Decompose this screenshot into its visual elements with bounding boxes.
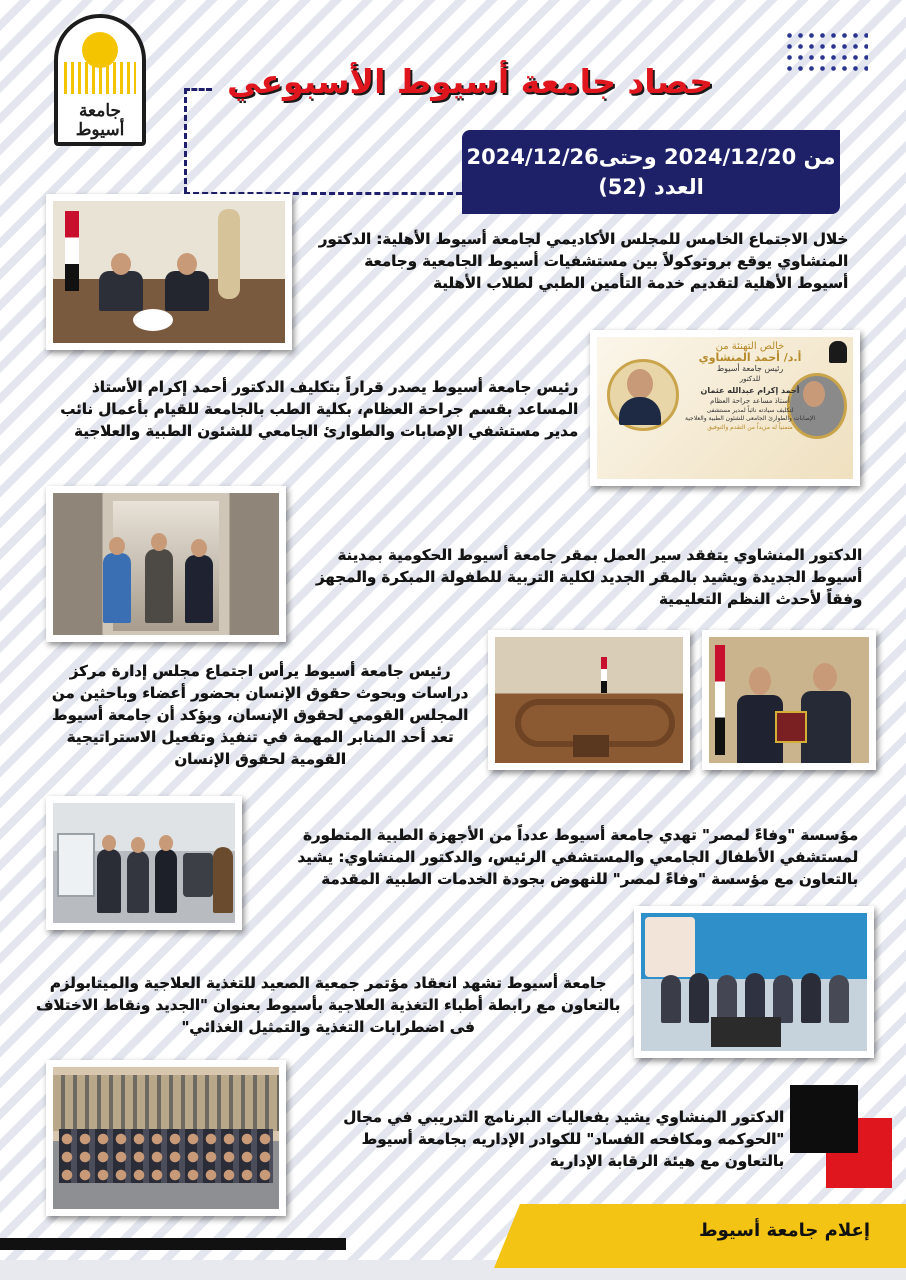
- news-photo-center-meeting: [488, 630, 690, 770]
- card-sender: أ.د/ أحمد المنشاوي: [698, 351, 802, 364]
- card-sender-title: رئيس جامعة أسيوط: [716, 364, 784, 373]
- university-logo: [54, 14, 146, 146]
- news-item: مؤسسة "وفاءً لمصر" تهدي جامعة أسيوط عدداً من الأجهزة الطبية المتطورة لمستشفي الأطفال الجامعي والمستشفي الرئيس، والدكتور المنشاوي: يشيد بالتعاون مع مؤسسة "وفاءً لمصر" للنهوض بجودة الخدمات الطبية المقدمة: [297, 826, 858, 888]
- bottom-bar: [0, 1238, 346, 1250]
- news-item: رئيس جامعة أسيوط يصدر قراراً بتكليف الدكتور أحمد إكرام الأستاذ المساعد بقسم جراحة العظام، بكلية الطب بالجامعة للقيام بأعمال نائب مدير مستشفي الإصابات والطوارئ الجامعي للشئون الطبية والعلاجية: [60, 378, 578, 440]
- news-item: الدكتور المنشاوي يتفقد سير العمل بمقر جامعة أسيوط الحكومية بمدينة أسيوط الجديدة ويشيد بالمقر الجديد لكلية التربية للطفولة المبكرة والمجهز وفقاً لأحدث النظم التعليمية: [315, 546, 862, 608]
- news-item: الدكتور المنشاوي يشيد بفعاليات البرنامج التدريبي في مجال "الحوكمه ومكافحه الفساد" للكوادر الإداريه بجامعة أسيوط بالتعاون مع هيئة الرقابة الإدارية: [343, 1108, 784, 1170]
- date-box: [462, 130, 840, 214]
- black-square-decoration: [790, 1085, 858, 1153]
- news-photo-inspection: [46, 486, 286, 642]
- issue-number: العدد (52): [598, 175, 704, 199]
- page-title: حصاد جامعة أسيوط الأسبوعي: [227, 62, 713, 101]
- news-item: جامعة أسيوط تشهد انعقاد مؤتمر جمعية الصعيد للتغذية العلاجية والميتابولزم بالتعاون مع رابطة أطباء التغذية العلاجية بأسيوط بعنوان "الجديد ونقاط الاختلاف فى اضطرابات التغذية والتمثيل الغذائي": [35, 974, 621, 1036]
- congratulations-card: [590, 330, 860, 486]
- card-to: للدكتور: [739, 375, 761, 383]
- logo-icon: [829, 341, 847, 363]
- news-item: رئيس جامعة أسيوط يرأس اجتماع مجلس إدارة مركز دراسات وبحوث حقوق الإنسان بحضور أعضاء وباحثين من المجلس القومي لحقوق الإنسان، ويؤكد أن جامعة أسيوط تعد أحد المنابر المهمة في تنفيذ وتفعيل الاستراتيجية القومية لحقوق الإنسان: [51, 662, 469, 768]
- dashed-line: [184, 88, 187, 193]
- logo-text: جامعة أسيوط: [75, 101, 125, 140]
- dot-grid-decoration: [784, 30, 868, 76]
- news-photo-medical-devices: [46, 796, 242, 930]
- card-heading: خالص التهنئة من: [715, 341, 785, 352]
- footer-label: إعلام جامعة أسيوط: [698, 1220, 870, 1241]
- card-wish: متمنياً له مزيداً من التقدم والتوفيق: [707, 424, 793, 431]
- card-line: الإصابات والطوارئ الجامعى للشئون الطبية والعلاجية: [684, 415, 816, 422]
- card-recipient-title: أستاذ مساعد جراحة العظام: [710, 397, 790, 405]
- dashed-line: [184, 88, 212, 91]
- news-photo-council-meeting: [46, 194, 292, 350]
- news-photo-conference: [634, 906, 874, 1058]
- news-photo-training-group: [46, 1060, 286, 1216]
- card-recipient: أحمد إكرام عبدالله عثمان: [700, 386, 800, 395]
- news-photo-award: [702, 630, 876, 770]
- date-range: من 2024/12/20 وحتى2024/12/26: [466, 145, 836, 169]
- news-item: خلال الاجتماع الخامس للمجلس الأكاديمي لجامعة أسيوط الأهلية: الدكتور المنشاوي يوقع بروتوكولاً بين مستشفيات أسيوط الجامعية وجامعة أسيوط الأهلية لتقديم خدمة التأمين الطبي لطلاب الأهلية: [318, 230, 848, 292]
- card-line: لتكليف سيادته نائباً لمدير مستشفى: [706, 407, 794, 414]
- sun-rays-icon: [64, 62, 136, 94]
